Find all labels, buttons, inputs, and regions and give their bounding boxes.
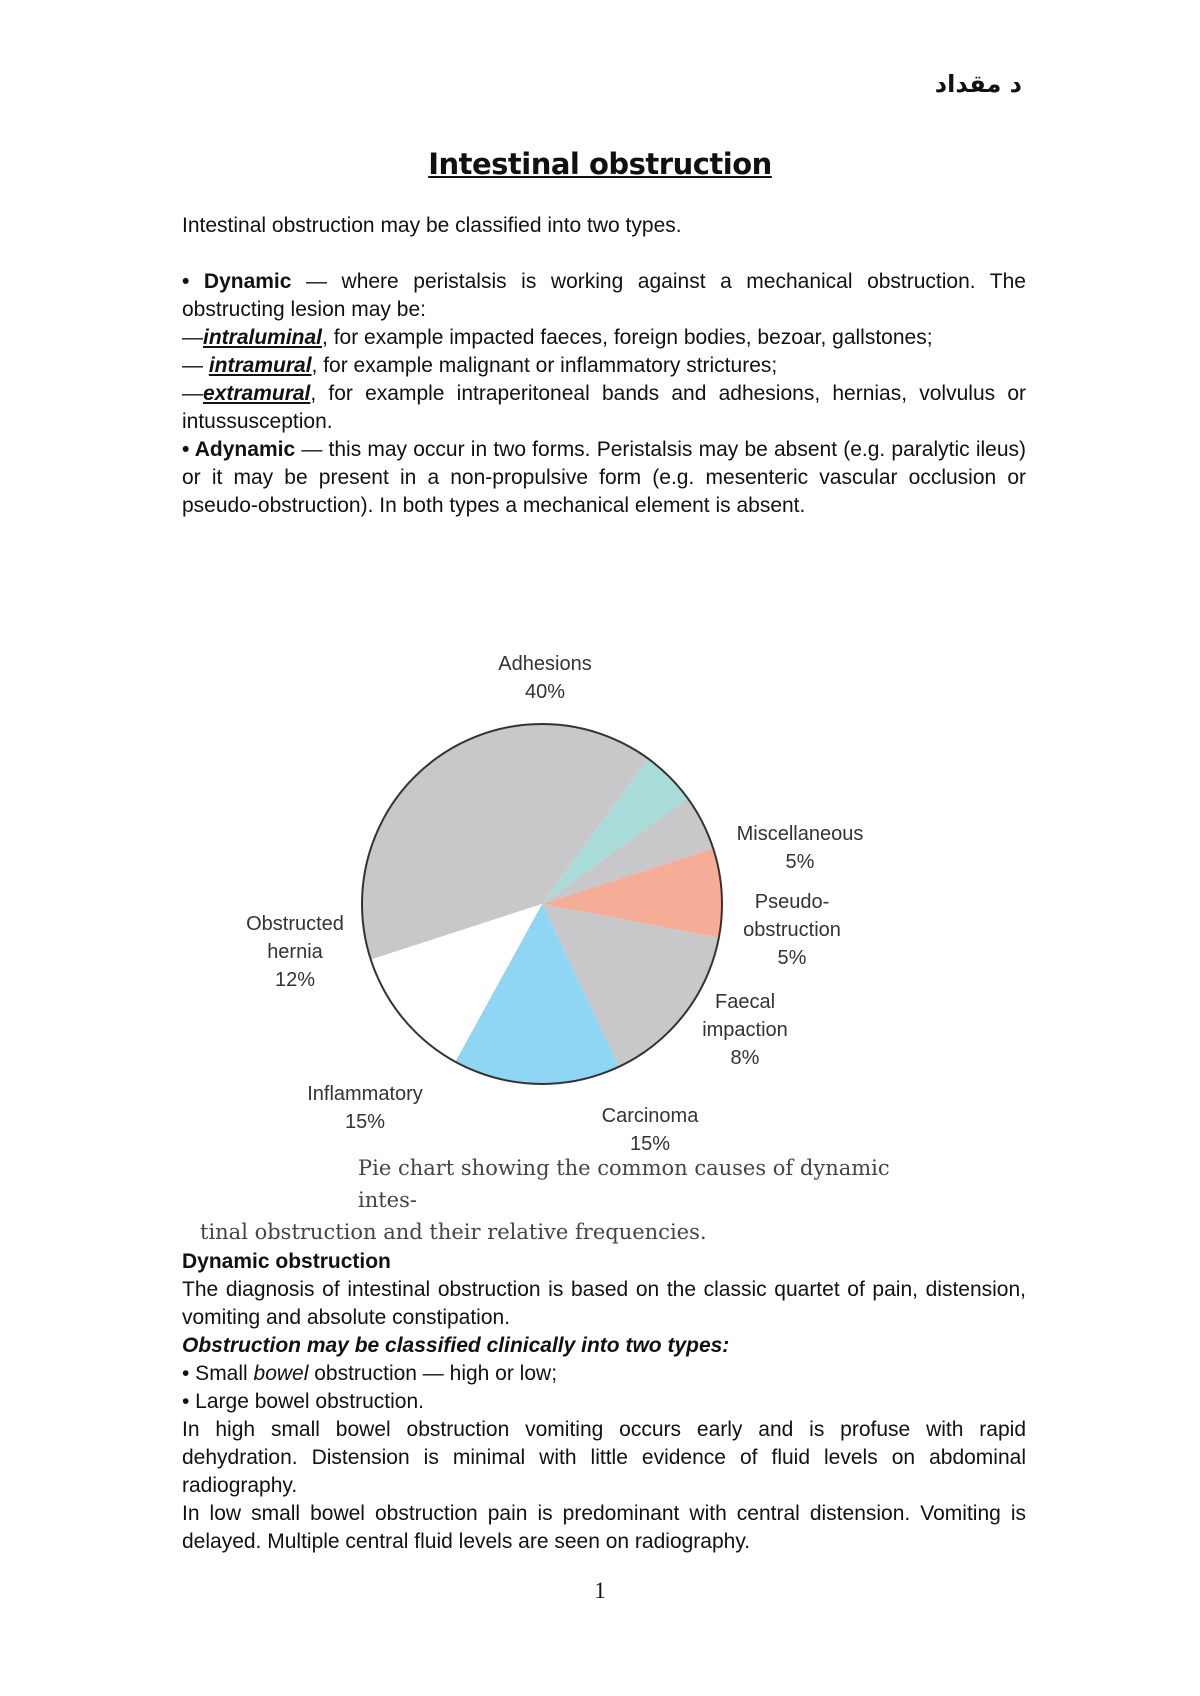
lesion-text: , for example intraperitoneal bands and adhesions, hernias, volvulus or intussusception. xyxy=(182,382,1026,433)
pie-label-obstructed-hernia: Obstructed hernia 12% xyxy=(246,913,344,991)
section-subheading: Obstruction may be classified clinically into two types: xyxy=(182,1334,730,1357)
pie-label-pseudo-obstruction: Pseudo-obstruction 5% xyxy=(743,891,841,969)
page-title: Intestinal obstruction xyxy=(428,147,772,181)
lesion-text: , for example impacted faeces, foreign bodies, bezoar, gallstones; xyxy=(322,326,933,349)
dynamic-label: • Dynamic xyxy=(182,270,292,293)
bullet-small-bowel xyxy=(182,1360,1026,1388)
bullet-text: obstruction — high or low; xyxy=(308,1362,558,1385)
section-heading: Dynamic obstruction xyxy=(182,1250,391,1273)
dynamic-obstruction-section xyxy=(182,1248,1026,1556)
lesion-item-intraluminal xyxy=(182,324,1026,352)
pie-label-faecal-impaction: Faecal impaction 8% xyxy=(702,991,788,1069)
adynamic-paragraph xyxy=(182,436,1026,520)
lesion-text: , for example malignant or inflammatory strictures; xyxy=(311,354,778,377)
adynamic-description: — this may occur in two forms. Peristalsis may be absent (e.g. paralytic ileus) or it may be present in a non-propulsive form (e.g. mesenteric vascular occlusion or pseudo-obstruction). In both types a mechanical element is absent. xyxy=(182,438,1026,517)
lesion-prefix: — xyxy=(182,382,203,405)
lesion-term: intraluminal xyxy=(203,326,323,349)
dynamic-description: — where peristalsis is working against a mechanical obstruction. The obstructing lesion may be: xyxy=(182,270,1026,321)
bullet-text: • Small xyxy=(182,1362,254,1385)
pie-label-inflammatory: Inflammatory 15% xyxy=(307,1083,423,1133)
bullet-italic: bowel xyxy=(253,1362,309,1385)
lesion-prefix: — xyxy=(182,326,203,349)
pie-label-miscellaneous: Miscellaneous 5% xyxy=(736,823,864,873)
lesion-prefix: — xyxy=(182,354,209,377)
section-paragraph-3: In low small bowel obstruction pain is predominant with central distension. Vomiting is delayed. Multiple central fluid levels are seen on radiography. xyxy=(182,1502,1026,1553)
pie-label-adhesions: Adhesions 40% xyxy=(498,653,592,703)
caption-line: Pie chart showing the common causes of dynamic intes- xyxy=(358,1156,890,1212)
classification-block xyxy=(182,268,1026,520)
author-name: د مقداد xyxy=(934,70,1022,98)
page-number: 1 xyxy=(594,1578,606,1603)
adynamic-label: • Adynamic xyxy=(182,438,296,461)
section-paragraph-2: In high small bowel obstruction vomiting occurs early and is profuse with rapid dehydration. Distension is minimal with little evidence of fluid levels on abdominal radiography. xyxy=(182,1418,1026,1497)
lesion-item-extramural xyxy=(182,380,1026,436)
caption-line: tinal obstruction and their relative frequencies. xyxy=(200,1220,707,1244)
dynamic-paragraph xyxy=(182,268,1026,324)
section-paragraph-1: The diagnosis of intestinal obstruction is based on the classic quartet of pain, distension, vomiting and absolute constipation. xyxy=(182,1278,1026,1329)
pie-chart xyxy=(200,650,920,1150)
lesion-term: extramural xyxy=(203,382,311,405)
chart-caption xyxy=(200,1152,940,1248)
intro-paragraph: Intestinal obstruction may be classified into two types. xyxy=(182,214,682,237)
bullet-large-bowel: • Large bowel obstruction. xyxy=(182,1390,424,1413)
pie-label-carcinoma: Carcinoma 15% xyxy=(601,1105,699,1150)
lesion-item-intramural xyxy=(182,352,1026,380)
lesion-term: intramural xyxy=(208,354,312,377)
